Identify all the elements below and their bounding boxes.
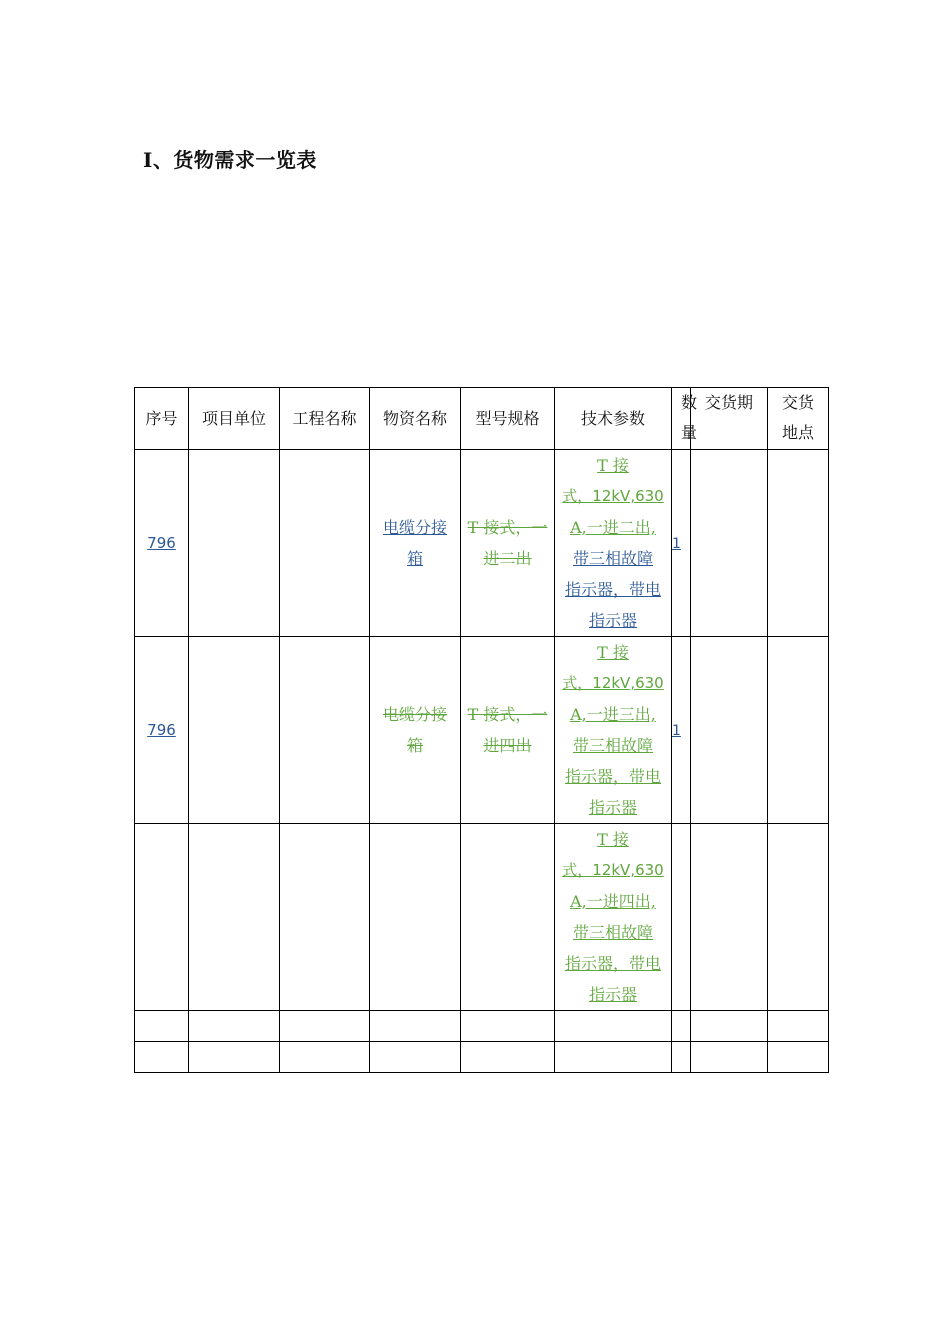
header-location bbox=[768, 388, 829, 450]
header-qty-line2: 量 bbox=[681, 423, 698, 442]
param-line[interactable]: 指示器，带电 bbox=[564, 580, 661, 599]
empty-cell bbox=[280, 1042, 370, 1073]
table-row bbox=[135, 1011, 829, 1042]
qty-cell bbox=[672, 824, 691, 1011]
table-row bbox=[135, 637, 829, 824]
project-cell bbox=[280, 824, 370, 1011]
empty-cell bbox=[768, 1042, 829, 1073]
header-project: 工程名称 bbox=[280, 388, 370, 450]
empty-cell bbox=[672, 1042, 691, 1073]
header-delivery-date: 交货期 bbox=[691, 388, 768, 450]
project-cell bbox=[280, 450, 370, 637]
seq-cell bbox=[135, 450, 189, 637]
table-row bbox=[135, 450, 829, 637]
model-cell bbox=[461, 450, 555, 637]
qty-cell bbox=[672, 637, 691, 824]
param-line[interactable]: 式，12kV,630 bbox=[562, 674, 664, 692]
table-row bbox=[135, 1042, 829, 1073]
header-location-line1: 交货 bbox=[781, 393, 814, 412]
empty-cell bbox=[768, 1011, 829, 1042]
delivery-date-cell bbox=[691, 824, 768, 1011]
param-line[interactable]: 式，12kV,630 bbox=[562, 487, 664, 505]
material-line1[interactable]: 电缆分接 bbox=[382, 705, 447, 724]
delivery-date-cell bbox=[691, 637, 768, 824]
qty-link[interactable]: 1 bbox=[672, 722, 681, 739]
table-header-row bbox=[135, 388, 829, 450]
empty-cell bbox=[135, 1042, 189, 1073]
param-line[interactable]: A,一进二出, bbox=[570, 518, 656, 537]
unit-cell bbox=[189, 824, 280, 1011]
param-line[interactable]: 带三相故障 bbox=[572, 549, 653, 568]
model-line2[interactable]: 进二出 bbox=[483, 549, 532, 568]
empty-cell bbox=[691, 1042, 768, 1073]
seq-cell bbox=[135, 637, 189, 824]
param-line[interactable]: T 接 bbox=[597, 830, 629, 849]
param-line[interactable]: 指示器 bbox=[588, 611, 637, 630]
empty-cell bbox=[555, 1042, 672, 1073]
header-unit: 项目单位 bbox=[189, 388, 280, 450]
seq-link[interactable]: 796 bbox=[147, 534, 176, 552]
empty-cell bbox=[691, 1011, 768, 1042]
empty-cell bbox=[189, 1042, 280, 1073]
qty-cell bbox=[672, 450, 691, 637]
param-line[interactable]: 指示器 bbox=[588, 985, 637, 1004]
delivery-date-cell bbox=[691, 450, 768, 637]
page-title: I、货物需求一览表 bbox=[143, 148, 317, 172]
material-line2[interactable]: 箱 bbox=[406, 736, 423, 755]
location-cell bbox=[768, 824, 829, 1011]
header-seq: 序号 bbox=[135, 388, 189, 450]
material-cell bbox=[370, 450, 461, 637]
unit-cell bbox=[189, 637, 280, 824]
header-material: 物资名称 bbox=[370, 388, 461, 450]
model-line1[interactable]: T 接式，一 bbox=[467, 705, 548, 724]
header-qty-line1: 数 bbox=[681, 393, 698, 412]
param-line[interactable]: 指示器，带电 bbox=[564, 954, 661, 973]
param-line[interactable]: T 接 bbox=[597, 456, 629, 475]
table-row bbox=[135, 824, 829, 1011]
empty-cell bbox=[461, 1042, 555, 1073]
empty-cell bbox=[461, 1011, 555, 1042]
location-cell bbox=[768, 450, 829, 637]
seq-link[interactable]: 796 bbox=[147, 721, 176, 739]
goods-requirement-table bbox=[134, 387, 829, 1073]
material-cell bbox=[370, 824, 461, 1011]
param-line[interactable]: 带三相故障 bbox=[572, 736, 653, 755]
seq-cell bbox=[135, 824, 189, 1011]
param-line[interactable]: 带三相故障 bbox=[572, 923, 653, 942]
material-line1[interactable]: 电缆分接 bbox=[382, 518, 447, 537]
params-cell bbox=[555, 450, 672, 637]
param-line[interactable]: A,一进四出, bbox=[570, 892, 656, 911]
project-cell bbox=[280, 637, 370, 824]
empty-cell bbox=[189, 1011, 280, 1042]
material-line2[interactable]: 箱 bbox=[406, 549, 423, 568]
param-line[interactable]: 式，12kV,630 bbox=[562, 861, 664, 879]
model-cell bbox=[461, 824, 555, 1011]
unit-cell bbox=[189, 450, 280, 637]
empty-cell bbox=[280, 1011, 370, 1042]
param-line[interactable]: 指示器，带电 bbox=[564, 767, 661, 786]
header-params: 技术参数 bbox=[555, 388, 672, 450]
qty-link[interactable]: 1 bbox=[672, 535, 681, 552]
model-line2[interactable]: 进四出 bbox=[483, 736, 532, 755]
location-cell bbox=[768, 637, 829, 824]
params-cell bbox=[555, 824, 672, 1011]
model-line1[interactable]: T 接式，一 bbox=[467, 518, 548, 537]
model-cell bbox=[461, 637, 555, 824]
param-line[interactable]: 指示器 bbox=[588, 798, 637, 817]
header-qty bbox=[672, 388, 698, 450]
empty-cell bbox=[370, 1042, 461, 1073]
param-line[interactable]: A,一进三出, bbox=[570, 705, 656, 724]
param-line[interactable]: T 接 bbox=[597, 643, 629, 662]
empty-cell bbox=[135, 1011, 189, 1042]
empty-cell bbox=[370, 1011, 461, 1042]
params-cell bbox=[555, 637, 672, 824]
header-location-line2: 地点 bbox=[781, 423, 814, 442]
empty-cell bbox=[672, 1011, 691, 1042]
header-model: 型号规格 bbox=[461, 388, 555, 450]
material-cell bbox=[370, 637, 461, 824]
empty-cell bbox=[555, 1011, 672, 1042]
